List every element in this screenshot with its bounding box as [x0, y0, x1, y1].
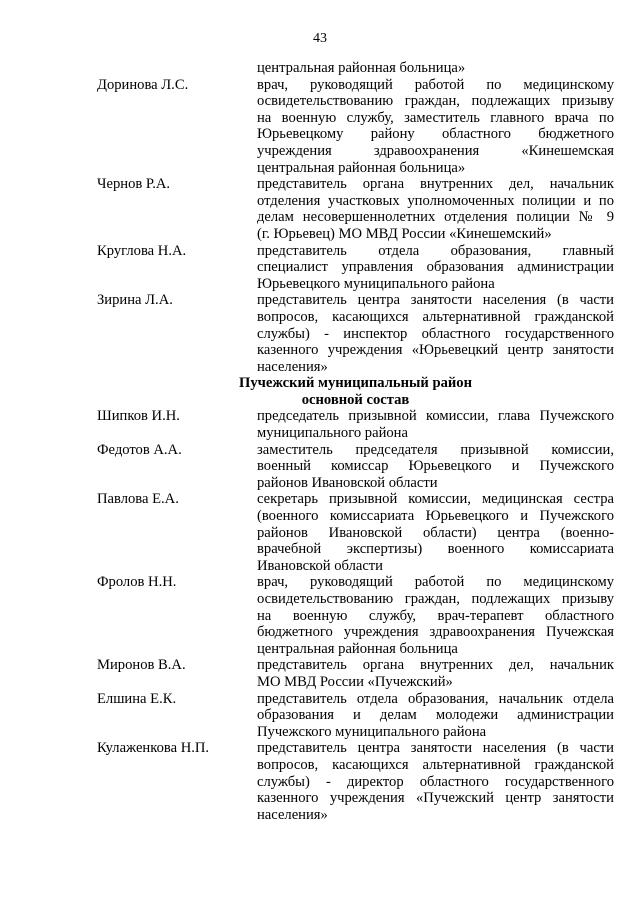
member-row — [97, 442, 614, 492]
member-name: Круглова Н.А. — [97, 242, 187, 259]
member-description — [257, 691, 614, 741]
description-line: казенного учреждения «Пучежский центр занятости — [257, 790, 614, 807]
members-list-after — [97, 408, 614, 823]
member-description — [257, 491, 614, 574]
description-line: населения» — [257, 358, 328, 375]
member-description — [257, 77, 614, 177]
member-description — [257, 657, 614, 690]
description-line: делам несовершеннолетних отделения полиции № 9 — [257, 209, 614, 226]
member-description — [257, 176, 614, 242]
member-name: Елшина Е.К. — [97, 690, 177, 707]
member-row — [97, 491, 614, 574]
member-row — [97, 77, 614, 177]
member-description — [257, 292, 614, 375]
member-row — [97, 740, 614, 823]
member-row — [97, 691, 614, 741]
member-name: Фролов Н.Н. — [97, 574, 177, 591]
description-line: освидетельствованию граждан, подлежащих призыву — [257, 93, 614, 110]
member-row — [97, 574, 614, 657]
member-description — [257, 442, 614, 492]
member-row — [97, 408, 614, 441]
member-row — [97, 292, 614, 375]
description-line: заместитель председателя призывной комиссии, — [257, 441, 614, 458]
member-name: Миронов В.А. — [97, 657, 186, 674]
member-row — [97, 176, 614, 242]
member-row — [97, 60, 614, 77]
member-row — [97, 243, 614, 293]
description-line: службы) - директор областного государственного — [257, 773, 614, 790]
page-number: 43 — [313, 31, 327, 46]
section-subtitle: основной состав — [301, 391, 410, 408]
description-line: врачебной экспертизы) военного комиссариата — [257, 541, 614, 558]
description-line: муниципального района — [257, 425, 408, 442]
description-line: председатель призывной комиссии, глава Пучежского — [257, 408, 614, 425]
description-line: отделения участковых уполномоченных полиции и по — [257, 192, 614, 209]
description-line: (военного комиссариата Юрьевецкого и Пучежского — [257, 508, 614, 525]
description-line: специалист управления образования администрации — [257, 259, 614, 276]
member-name: Кулаженкова Н.П. — [97, 740, 210, 757]
description-line: Пучежского муниципального района — [257, 723, 487, 740]
description-line: службы) - инспектор областного государственного — [257, 325, 614, 342]
description-line: центральная районная больница» — [257, 159, 466, 176]
description-line: представитель органа внутренних дел, начальник — [257, 657, 614, 674]
description-line: Юрьевецкому району областного бюджетного — [257, 126, 614, 143]
description-line: освидетельствованию граждан, подлежащих призыву — [257, 591, 614, 607]
description-line: вопросов, касающихся альтернативной гражданской — [257, 756, 614, 773]
member-description — [257, 60, 614, 77]
member-description — [257, 574, 614, 657]
description-line: Ивановской области — [257, 557, 383, 574]
description-line: районов Ивановской области) центра (военно- — [257, 524, 614, 541]
section-title: Пучежский муниципальный район — [238, 375, 473, 392]
member-name: Чернов Р.А. — [97, 176, 171, 193]
description-line: военный комиссар Юрьевецкого и Пучежского — [257, 458, 614, 475]
member-name: Зирина Л.А. — [97, 292, 173, 309]
description-line: врач, руководящий работой по медицинскому — [257, 574, 614, 591]
description-line: представитель отдела образования, начальник отдела — [257, 690, 614, 707]
description-line: районов Ивановской области — [257, 474, 438, 491]
member-description — [257, 243, 614, 293]
description-line: врач, руководящий работой по медицинскому — [257, 76, 614, 93]
description-line: представитель центра занятости населения (в части — [257, 740, 614, 757]
description-line: центральная районная больница — [257, 640, 458, 657]
member-row — [97, 657, 614, 690]
member-name: Павлова Е.А. — [97, 491, 179, 508]
description-line: секретарь призывной комиссии, медицинская сестра — [257, 491, 614, 508]
description-line: вопросов, касающихся альтернативной гражданской — [257, 308, 614, 325]
description-line: на военную службу, заместитель главного врача по — [257, 109, 614, 126]
member-description — [257, 408, 614, 441]
members-list-before — [97, 60, 614, 375]
member-name: Шипков И.Н. — [97, 408, 180, 425]
description-line: казенного учреждения «Юрьевецкий центр занятости — [257, 342, 614, 359]
description-line: представитель центра занятости населения (в части — [257, 292, 614, 309]
description-line: представитель органа внутренних дел, начальник — [257, 176, 614, 193]
member-description — [257, 740, 614, 823]
description-line: бюджетного учреждения здравоохранения Пучежская — [257, 624, 614, 641]
description-line: образования и делам молодежи администрации — [257, 707, 614, 724]
description-line: центральная районная больница» — [257, 60, 466, 76]
description-line: населения» — [257, 806, 328, 823]
description-line: (г. Юрьевец) МО МВД России «Кинешемский» — [257, 225, 552, 242]
document-body — [97, 60, 614, 823]
description-line: представитель отдела образования, главный — [257, 242, 614, 259]
description-line: на военную службу, врач-терапевт областного — [257, 607, 614, 624]
description-line: Юрьевецкого муниципального района — [257, 275, 495, 292]
description-line: учреждения здравоохранения «Кинешемская — [257, 142, 614, 159]
description-line: МО МВД России «Пучежский» — [257, 673, 453, 690]
member-name: Доринова Л.С. — [97, 76, 189, 93]
member-name: Федотов А.А. — [97, 441, 182, 458]
section-heading — [97, 375, 614, 408]
